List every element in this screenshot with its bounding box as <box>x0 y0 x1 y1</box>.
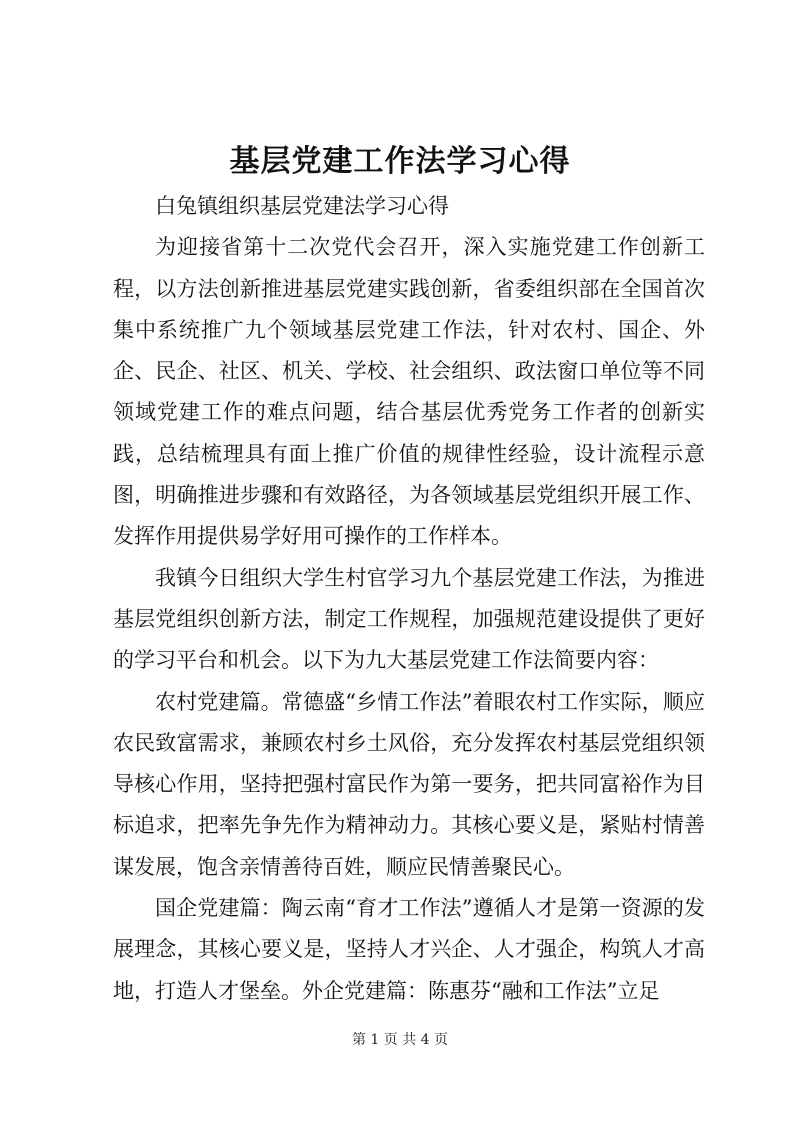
paragraph-subtitle: 白兔镇组织基层党建法学习心得 <box>155 194 449 218</box>
paragraph: 国企党建篇：陶云南“育才工作法”遵循人才是第一资源的发展理念，其核心要义是，坚持人才兴企、人才强企，构筑人才高地，打造人才堡垒。外企党建篇：陈惠芬“融和工作法”立足 <box>113 896 705 1003</box>
document-title: 基层党建工作法学习心得 <box>229 144 571 179</box>
paragraph: 为迎接省第十二次党代会召开，深入实施党建工作创新工程，以方法创新推进基层党建实践创新，省委组织部在全国首次集中系统推广九个领域基层党建工作法，针对农村、国企、外企、民企、社区、机关、学校、社会组织、政法窗口单位等不同领域党建工作的难点问题，结合基层优秀党务工作者的创新实践，总结梳理具有面上推广价值的规律性经验，设计流程示意图，明确推进步骤和有效路径，为各领域基层党组织开展工作、发挥作用提供易学好用可操作的工作样本。 <box>113 235 705 549</box>
document-body <box>113 186 705 1012</box>
page-footer: 第 1 页 共 4 页 <box>351 1032 449 1048</box>
paragraph: 我镇今日组织大学生村官学习九个基层党建工作法，为推进基层党组织创新方法，制定工作规程，加强规范建设提供了更好的学习平台和机会。以下为九大基层党建工作法简要内容： <box>113 565 705 673</box>
paragraph: 农村党建篇。常德盛“乡情工作法”着眼农村工作实际，顺应农民致富需求，兼顾农村乡土风俗，充分发挥农村基层党组织领导核心作用，坚持把强村富民作为第一要务，把共同富裕作为目标追求，把率先争先作为精神动力。其核心要义是，紧贴村情善谋发展，饱含亲情善待百姓，顺应民情善聚民心。 <box>113 689 705 879</box>
